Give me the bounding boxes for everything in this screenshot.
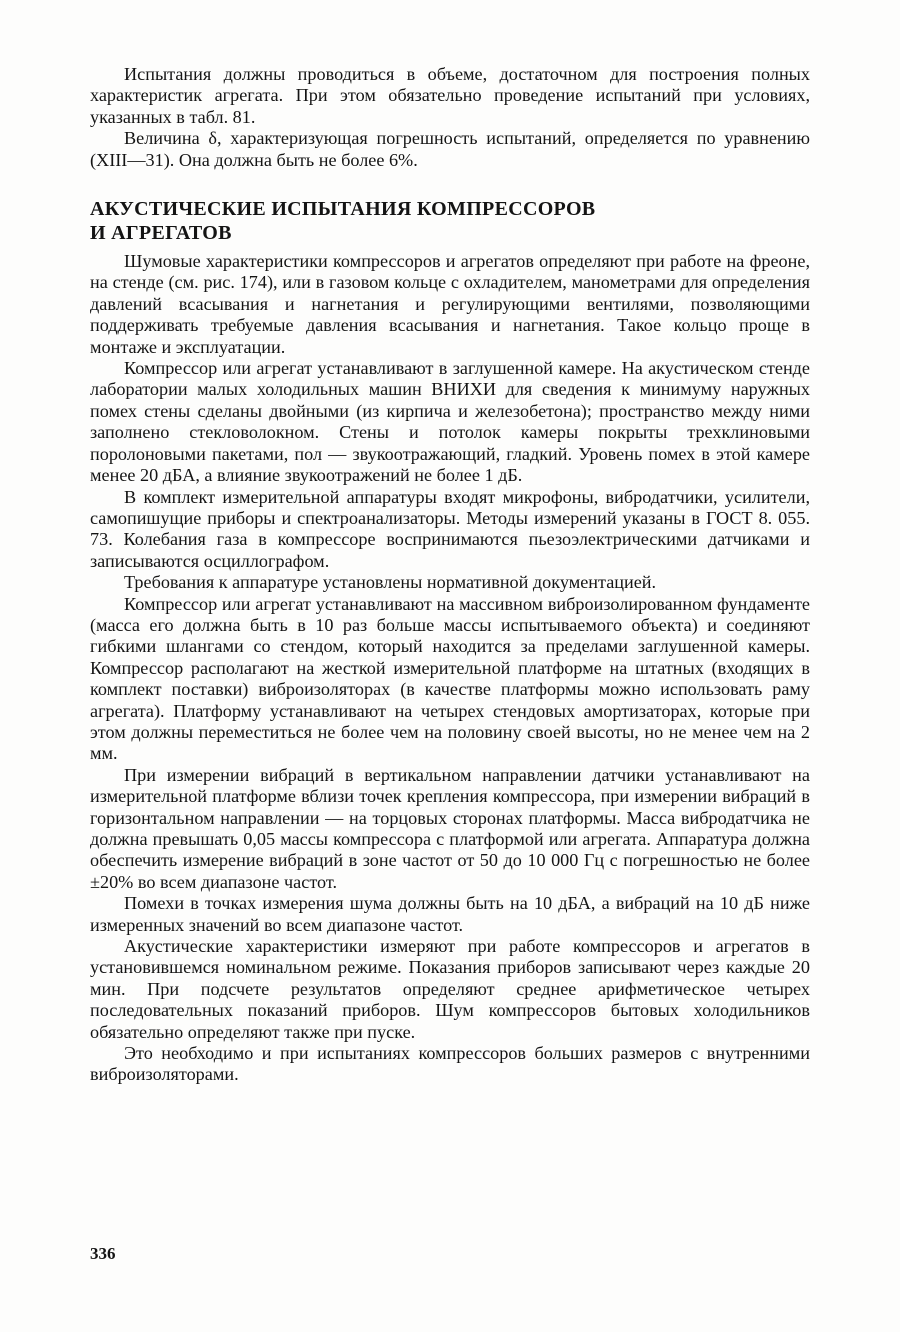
section-spacer [90,171,810,197]
text-column [90,64,810,1086]
section-heading-line: АКУСТИЧЕСКИЕ ИСПЫТАНИЯ КОМПРЕССОРОВ [90,198,596,221]
paragraph: В комплект измерительной аппаратуры входят микрофоны, вибродатчики, усилители, самопишущие приборы и спектроанализаторы. Методы измерений указаны в ГОСТ 8. 055. 73. Колебания газа в компрессоре воспринимаются пьезоэлектрическими датчиками и записываются осциллографом. [90,486,810,571]
paragraph: Величина δ, характеризующая погрешность испытаний, определяется по уравнению (XIII—31). Она должна быть не более 6%. [90,128,810,170]
paragraph: Помехи в точках измерения шума должны быть на 10 дБА, а вибраций на 10 дБ ниже измеренных значений во всем диапазоне частот. [90,893,810,935]
paragraph: Акустические характеристики измеряют при работе компрессоров и агрегатов в установившемся номинальном режиме. Показания приборов записывают через каждые 20 мин. При подсчете результатов определяют среднее арифметическое четырех последовательных показаний приборов. Шум компрессоров бытовых холодильников обязательно определяют также при пуске. [90,936,810,1042]
section-heading-line: И АГРЕГАТОВ [90,222,232,245]
paragraph: Шумовые характеристики компрессоров и агрегатов определяют при работе на фреоне, на стенде (см. рис. 174), или в газовом кольце с охладителем, манометрами для определения давлений всасывания и нагнетания и регулирующими вентилями, позволяющими поддерживать требуемые давления всасывания и нагнетания. Такое кольцо проще в монтаже и эксплуатации. [90,251,810,357]
paragraph: Компрессор или агрегат устанавливают на массивном виброизолированном фундаменте (масса его должна быть в 10 раз больше массы испытываемого объекта) и соединяют гибкими шлангами со стендом, который находится за пределами заглушенной камеры. Компрессор располагают на жесткой измерительной платформе на штатных (входящих в комплект поставки) виброизоляторах (в качестве платформы можно использовать раму агрегата). Платформу устанавливают на четырех стендовых амортизаторах, которые при этом должны переместиться не более чем на половину своей высоты, но не менее чем на 2 мм. [90,593,810,764]
paragraph: Требования к аппаратуре установлены нормативной документацией. [124,572,657,593]
paragraph: Испытания должны проводиться в объеме, достаточном для построения полных характеристик агрегата. При этом обязательно проведение испытаний при условиях, указанных в табл. 81. [90,64,810,127]
paragraph: При измерении вибраций в вертикальном направлении датчики устанавливают на измерительной платформе вблизи точек крепления компрессора, при измерении вибраций в горизонтальном направлении — на торцовых сторонах платформы. Масса вибродатчика не должна превышать 0,05 массы компрессора с платформой или агрегата. Аппаратура должна обеспечить измерение вибраций в зоне частот от 50 до 10 000 Гц с погрешностью не более ±20% во всем диапазоне частот. [90,764,810,892]
paragraph: Компрессор или агрегат устанавливают в заглушенной камере. На акустическом стенде лаборатории малых холодильных машин ВНИХИ для сведения к минимуму наружных помех стены сделаны двойными (из кирпича и железобетона); пространство между ними заполнено стекловолокном. Стены и потолок камеры покрыты трехклиновыми поролоновыми пакетами, пол — звукоотражающий, гладкий. Уровень помех в этой камере менее 20 дБА, а влияние звукоотражений не более 1 дБ. [90,358,810,486]
paragraph: Это необходимо и при испытаниях компрессоров больших размеров с внутренними виброизоляторами. [90,1043,810,1085]
page-number: 336 [90,1244,116,1263]
section-heading [90,197,810,245]
